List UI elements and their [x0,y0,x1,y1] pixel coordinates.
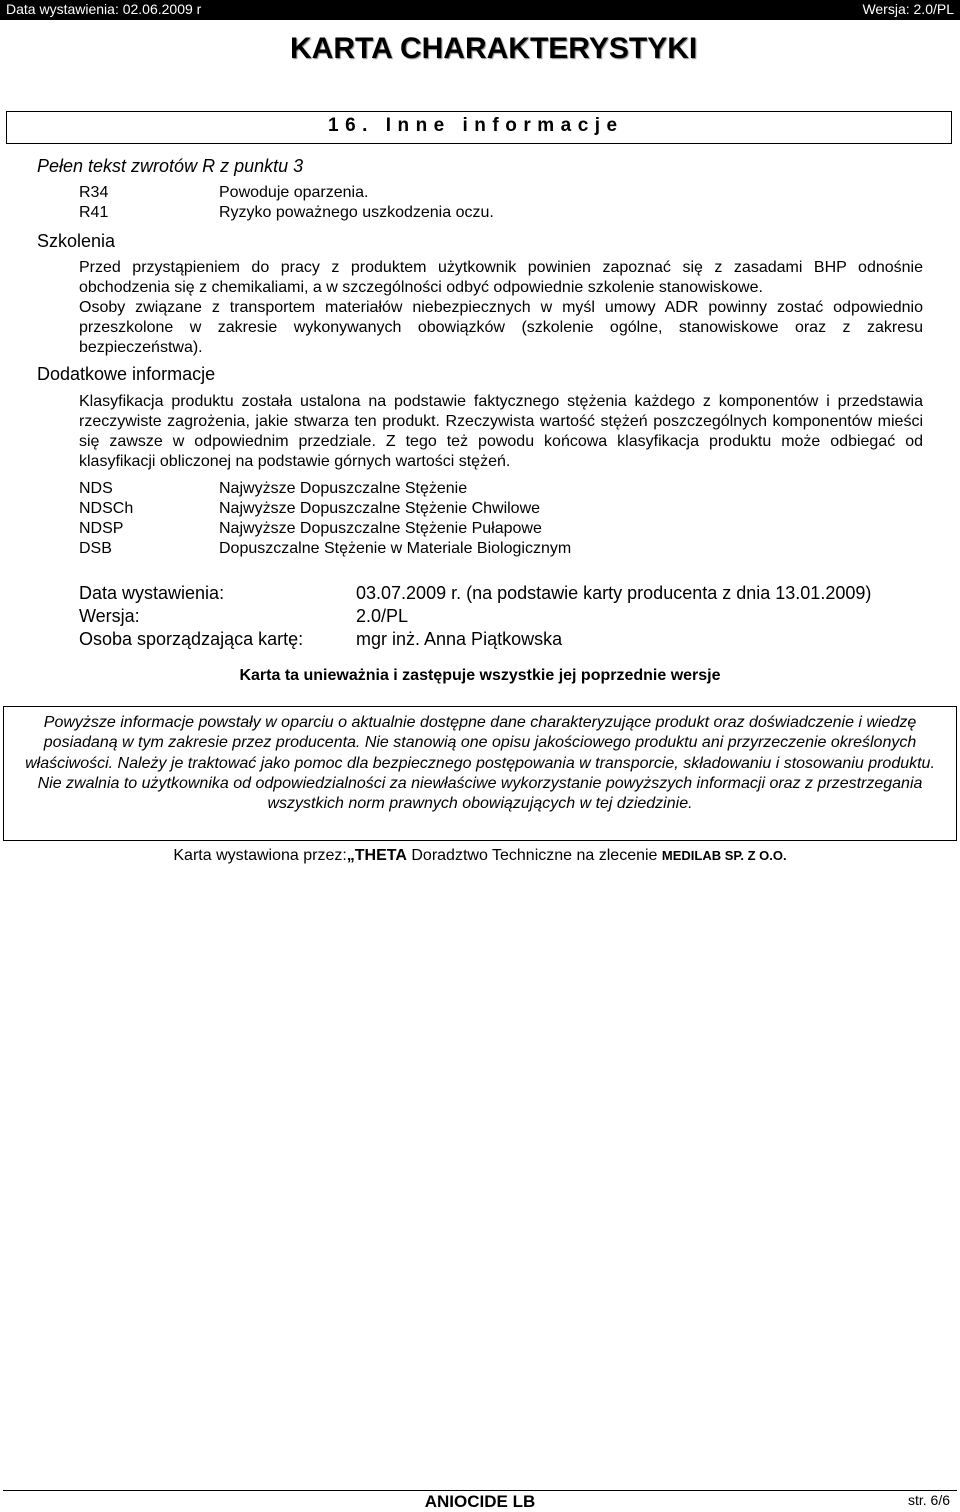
abbreviation-code: DSB [79,540,112,557]
footer-divider [3,1490,957,1491]
cancellation-notice: Karta ta unieważnia i zastępuje wszystkie jej poprzednie wersje [239,667,721,684]
header-version: Wersja: 2.0/PL [862,1,954,17]
doc-info-label: Wersja: [79,606,140,626]
r-phrases-heading: Pełen tekst zwrotów R z punktu 3 [37,156,304,176]
abbreviation-text: Najwyższe Dopuszczalne Stężenie Pułapowe [219,520,542,537]
issued-by-middle: Doradztwo Techniczne na zlecenie [406,847,662,864]
document-title: KARTA CHARAKTERYSTYKI [290,32,698,65]
disclaimer-text: Powyższe informacje powstały w oparciu o aktualnie dostępne dane charakteryzujące produkt oraz doświadczenie i wiedzę posiadaną w tym zakresie przez producenta. Nie stanowią one opisu jakościowego produktu ani przyrzeczenie określonych właściwości. Należy je traktować jako pomoc dla bezpiecznego postępowania w transporcie, składowaniu i stosowaniu produktu. Nie zwalnia to użytkownika od odpowiedzialności za niewłaściwe wykorzystanie powyższych informacji oraz z przestrzegania wszystkich norm prawnych obowiązujących w tej dziedzinie. [25,714,935,813]
training-paragraph: Osoby związane z transportem materiałów niebezpiecznych w myśl umowy ADR powinny zostać odpowiednio przeszkolone w zakresie wykonywanych obowiązków (szkolenie ogólne, stanowiskowe oraz z zakresu bezpieczeństwa). [79,299,923,356]
abbreviation-text: Najwyższe Dopuszczalne Stężenie Chwilowe [219,500,541,517]
issued-by-prefix: Karta wystawiona przez: [173,847,347,864]
abbreviation-text: Dopuszczalne Stężenie w Materiale Biologicznym [219,540,572,557]
r-phrase-text: Powoduje oparzenia. [219,184,369,201]
doc-info-label: Osoba sporządzająca kartę: [79,629,304,649]
disclaimer-box [3,706,957,841]
issuer-company: „THETA [346,847,407,864]
r-phrase-code: R41 [79,204,109,221]
footer-product-name: ANIOCIDE LB [424,1492,536,1511]
footer-page-number: str. 6/6 [907,1492,950,1508]
additional-info-heading: Dodatkowe informacje [37,364,216,384]
abbreviation-code: NDS [79,480,113,497]
doc-info-label: Data wystawienia: [79,583,225,603]
abbreviation-code: NDSCh [79,500,134,517]
abbreviation-code: NDSP [79,520,124,537]
additional-info-paragraph: Klasyfikacja produktu została ustalona na podstawie faktycznego stężenia każdego z komponentów i przedstawia rzeczywiste zagrożenia, jakie stwarza ten produkt. Rzeczywista wartość stężeń poszczególnych komponentów mieści się zawsze w odpowiednim przedziale. Z tego też powodu końcowa klasyfikacja produktu może odbiegać od klasyfikacji obliczonej na podstawie górnych wartości stężeń. [79,393,923,470]
doc-info-value: 03.07.2009 r. (na podstawie karty producenta z dnia 13.01.2009) [356,583,872,603]
doc-info-value: mgr inż. Anna Piątkowska [356,629,563,649]
client-company: MEDILAB SP. Z O.O. [661,848,787,863]
header-issue-date: Data wystawienia: 02.06.2009 r [6,1,202,17]
header-bar [0,0,960,20]
abbreviation-text: Najwyższe Dopuszczalne Stężenie [219,480,468,497]
r-phrase-text: Ryzyko poważnego uszkodzenia oczu. [219,204,494,221]
section-title: 16. Inne informacje [328,115,624,136]
training-paragraph: Przed przystąpieniem do pracy z produktem użytkownik powinien zapoznać się z zasadami BHP odnośnie obchodzenia się z chemikaliami, a w szczególności odbyć odpowiednie szkolenie stanowiskowe. [79,259,923,296]
doc-info-value: 2.0/PL [356,606,409,626]
training-heading: Szkolenia [37,231,116,251]
r-phrase-code: R34 [79,184,109,201]
issued-by-line [0,847,960,865]
